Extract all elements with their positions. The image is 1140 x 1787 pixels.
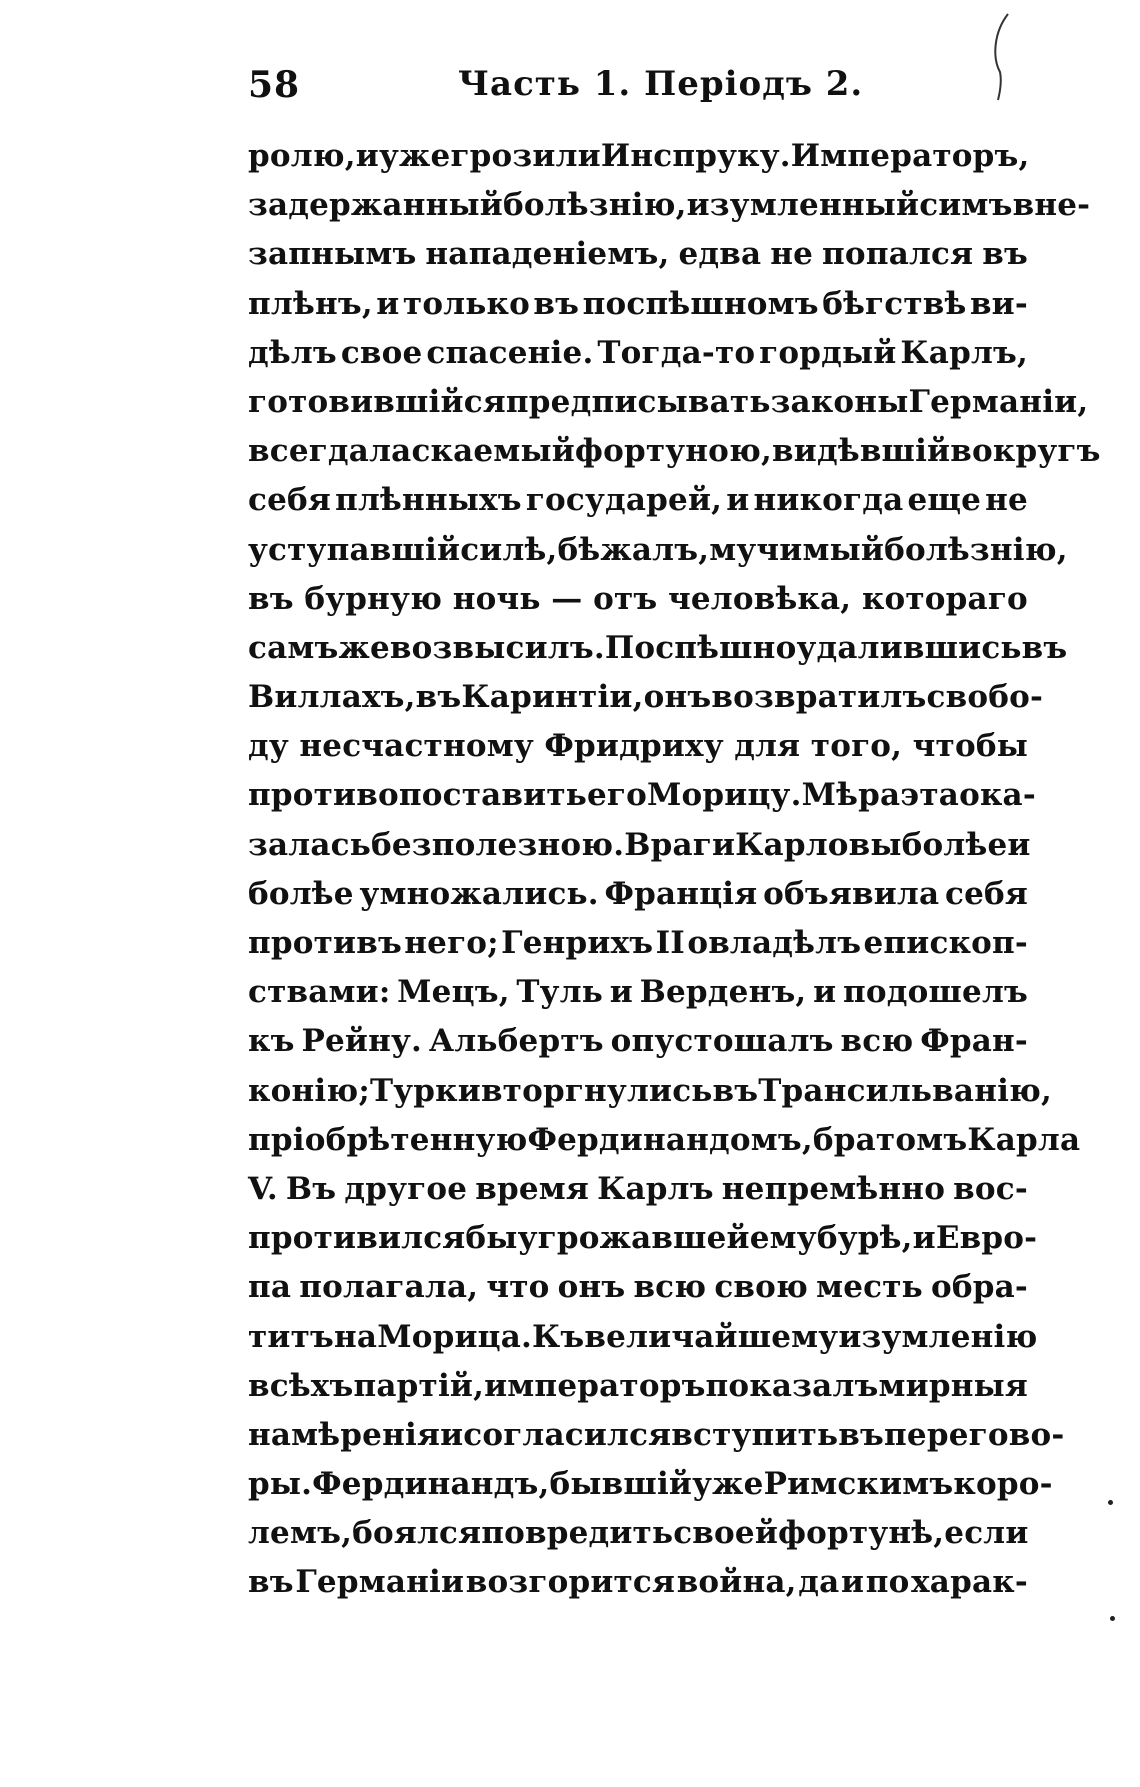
word: месть (816, 1269, 923, 1306)
word: Враги (624, 826, 736, 863)
word: него; (404, 925, 499, 961)
word: болѣзнiю, (884, 531, 1068, 568)
word: никогда (753, 482, 904, 519)
word: же (338, 629, 390, 666)
word: угрожавшей (517, 1220, 750, 1257)
text-line (248, 1072, 1053, 1122)
word: бѣжалъ, (557, 531, 710, 568)
word: лемъ, (248, 1515, 353, 1552)
word: по (865, 1564, 910, 1601)
word: въ (248, 1564, 294, 1601)
word: — (551, 580, 583, 617)
text-line (248, 1564, 1028, 1613)
word: Морица. (377, 1318, 533, 1355)
word: конiю; (248, 1072, 370, 1109)
word: намѣренiя (248, 1416, 441, 1453)
word: Рейну. (301, 1023, 423, 1060)
word: если (944, 1515, 1029, 1552)
word: спасенiе. (426, 334, 594, 371)
word: самъ (248, 629, 339, 666)
word: въ (533, 285, 580, 322)
word: чтобы (912, 728, 1028, 765)
word: Фридриху (544, 728, 724, 765)
word: всю (840, 1023, 914, 1060)
text-line (248, 876, 1028, 925)
word: человѣка, (667, 580, 852, 617)
word: и (609, 974, 633, 1011)
word: II (655, 925, 685, 961)
text-line (248, 187, 1091, 236)
word: и (440, 1416, 464, 1453)
word: видѣвшiй (772, 433, 951, 470)
word: его (586, 777, 647, 814)
text-line (248, 974, 1028, 1023)
text-line (248, 1515, 1028, 1564)
text-line (248, 728, 1028, 777)
text-line (248, 777, 1036, 826)
word: попался (822, 236, 974, 273)
word: подошелъ (843, 974, 1028, 1011)
word: Карла (967, 1121, 1081, 1158)
word: безполезною. (370, 826, 625, 863)
word: запнымъ (248, 236, 417, 273)
word: бурную (304, 580, 443, 617)
word: Мѣра (801, 777, 901, 814)
word: противъ (248, 925, 402, 961)
word: гордый (759, 334, 897, 371)
word: ду (248, 728, 289, 765)
word: всю (633, 1269, 707, 1306)
word: и (813, 974, 837, 1011)
word: всѣхъ (248, 1367, 354, 1404)
word: себя (945, 875, 1028, 912)
word: противопоставить (248, 777, 587, 814)
word: императоръ (484, 1367, 706, 1404)
word: вступить (671, 1416, 839, 1453)
text-line (248, 925, 1028, 974)
word: въ (415, 679, 462, 716)
word: другое (344, 1170, 468, 1207)
word: предписывать (505, 383, 771, 420)
word: показалъ (705, 1367, 879, 1404)
word: бывшiй (549, 1466, 693, 1503)
word: ласкаемый (369, 433, 575, 470)
word: фортуною, (574, 433, 773, 470)
text-line (248, 581, 1028, 630)
word: Верденъ, (639, 974, 807, 1011)
word: мучимый (709, 531, 885, 568)
word: ви- (969, 285, 1028, 322)
word: война, (676, 1564, 797, 1601)
word: уже (692, 1466, 764, 1503)
word: въ (248, 580, 294, 617)
text-line (248, 679, 1044, 728)
word: непремѣнно (721, 1170, 946, 1207)
word: Карлъ, (900, 334, 1028, 371)
word: согласился (463, 1416, 672, 1453)
text-line (248, 1121, 1081, 1171)
word: возвратилъ (711, 679, 927, 716)
word: братомъ (812, 1121, 968, 1158)
word: Германiи, (908, 383, 1089, 420)
word: готовившiйся (248, 383, 506, 420)
word: повредить (481, 1515, 674, 1552)
word: изумленiю (838, 1318, 1038, 1355)
word: V. (248, 1170, 278, 1207)
word: Фердинандъ, (312, 1466, 550, 1503)
word: Фран- (920, 1023, 1028, 1060)
word: ры. (248, 1466, 313, 1503)
text-line (248, 1466, 1053, 1515)
word: себя (248, 482, 331, 519)
word: противился (248, 1220, 466, 1257)
word: ему (749, 1220, 817, 1257)
word: едва (678, 236, 762, 273)
word: къ (248, 1023, 295, 1060)
word: Францiя (604, 875, 758, 912)
word: болѣе (901, 826, 1008, 863)
word: ролю, (248, 138, 356, 174)
text-line (248, 1368, 1028, 1417)
word: котораго (861, 580, 1028, 617)
word: возвысилъ. (389, 629, 605, 666)
word: объявила (763, 875, 940, 912)
word: вне- (1012, 187, 1091, 224)
word: боялся (352, 1515, 482, 1552)
word: только (402, 285, 530, 322)
word: въ (982, 236, 1028, 273)
word: онъ (557, 1269, 626, 1306)
word: Генрихъ (501, 925, 654, 961)
word: въ (838, 1416, 885, 1453)
word: Мецъ, (397, 974, 510, 1011)
word: Инспруку. (600, 138, 791, 174)
word: и (355, 138, 379, 174)
text-line (248, 383, 1089, 433)
text-line (248, 629, 1068, 679)
word: поспѣшномъ (582, 285, 819, 322)
word: свое (340, 334, 423, 371)
word: Турки (369, 1072, 481, 1109)
word: время (475, 1170, 590, 1207)
word: своей (673, 1515, 779, 1552)
word: мирныя (878, 1367, 1028, 1404)
word: Туль (516, 974, 603, 1011)
word: Карловы (735, 826, 902, 863)
text-line (248, 286, 1028, 335)
word: симъ (919, 187, 1013, 224)
text-line (248, 433, 1101, 482)
word: Трансильванiю, (758, 1072, 1053, 1109)
word: харак- (911, 1564, 1028, 1601)
word: Морицу. (646, 777, 802, 814)
word: что (486, 1269, 550, 1306)
word: болѣзнiю, (502, 187, 687, 224)
word: бѣгствѣ (822, 285, 967, 322)
word: Фердинандомъ, (527, 1121, 813, 1158)
word: въ (712, 1072, 759, 1109)
word: для (734, 728, 801, 765)
word: Поспѣшно (604, 629, 797, 666)
word: и (840, 1564, 865, 1601)
word: Евро- (935, 1220, 1038, 1257)
text-line (248, 1318, 1038, 1368)
text-line (248, 1269, 1028, 1318)
word: не (985, 482, 1028, 519)
text-line (248, 1220, 1038, 1269)
word: задержанный (248, 187, 503, 224)
word: въ (1021, 629, 1068, 666)
word: отъ (593, 580, 658, 617)
word: плѣнныхъ (335, 482, 522, 519)
word: грозили (450, 138, 601, 174)
word: вторгнулись (480, 1072, 713, 1109)
word: и (726, 482, 750, 519)
word: плѣнъ, (248, 285, 373, 322)
text-line (248, 335, 1028, 384)
word: того, (810, 728, 903, 765)
page-header (248, 64, 1018, 124)
word: не (770, 236, 814, 273)
word: коро- (953, 1466, 1053, 1503)
word: бурѣ, (816, 1220, 913, 1257)
text-line (248, 1171, 1028, 1220)
word: Альбертъ (428, 1023, 604, 1060)
word: свобо- (926, 679, 1044, 716)
word: онъ (643, 679, 712, 716)
word: Тогда-то (597, 334, 756, 371)
running-head: Часть 1. Перiодъ 2. (458, 64, 864, 104)
word: прiобрѣтенную (248, 1121, 528, 1158)
word: еще (907, 482, 982, 519)
word: опустошалъ (610, 1023, 834, 1060)
word: бы (465, 1220, 518, 1257)
word: государей, (525, 482, 723, 519)
word: ночь (452, 580, 541, 617)
word: ствами: (248, 974, 391, 1011)
word: па (248, 1269, 292, 1306)
word: партiй, (353, 1367, 485, 1404)
word: Императоръ, (790, 138, 1030, 174)
word: титъ (248, 1318, 334, 1355)
text-line (248, 826, 1031, 876)
word: епископ- (863, 925, 1028, 961)
word: Въ (285, 1170, 337, 1207)
word: полагала, (299, 1269, 479, 1306)
word: умножались. (359, 875, 599, 912)
word: возгорится (465, 1564, 676, 1601)
word: залась (248, 826, 371, 863)
word: силѣ, (460, 531, 558, 568)
word: Виллахъ, (248, 679, 416, 716)
text-line (248, 1416, 1065, 1466)
body-text (248, 138, 1101, 1614)
text-line (248, 236, 1028, 285)
text-line (248, 531, 1068, 581)
scan-speck (1108, 1500, 1113, 1505)
word: и (376, 285, 400, 322)
word: и (1007, 826, 1031, 863)
word: Каринтiи, (461, 679, 644, 716)
word: фортунѣ, (778, 1515, 945, 1552)
text-line (248, 1023, 1028, 1072)
word: Карлъ (597, 1170, 714, 1207)
word: Германiи (295, 1564, 465, 1601)
word: величайшему (584, 1318, 839, 1355)
word: и (912, 1220, 936, 1257)
word: ока- (959, 777, 1036, 814)
text-line (248, 138, 1028, 187)
word: нападенiемъ, (425, 236, 670, 273)
word: обра- (931, 1269, 1028, 1306)
page-number: 58 (248, 64, 301, 106)
word: овладѣлъ (687, 925, 862, 961)
word: свою (714, 1269, 809, 1306)
word: уже (379, 138, 451, 174)
word: болѣе (248, 875, 354, 912)
word: вокругъ (950, 433, 1101, 470)
word: уступавшiй (248, 531, 461, 568)
word: Къ (532, 1318, 585, 1355)
word: всегда (248, 433, 370, 470)
word: Римскимъ (763, 1466, 954, 1503)
text-line (248, 482, 1028, 531)
word: перегово- (884, 1416, 1065, 1453)
word: вос- (953, 1170, 1028, 1207)
word: несчастному (299, 728, 534, 765)
word: удалившись (796, 629, 1022, 666)
scan-speck (1110, 1616, 1115, 1621)
word: да (798, 1564, 840, 1601)
word: эта (900, 777, 960, 814)
word: изумленный (686, 187, 920, 224)
word: законы (770, 383, 909, 420)
word: на (334, 1318, 378, 1355)
word: дѣлъ (248, 334, 337, 371)
